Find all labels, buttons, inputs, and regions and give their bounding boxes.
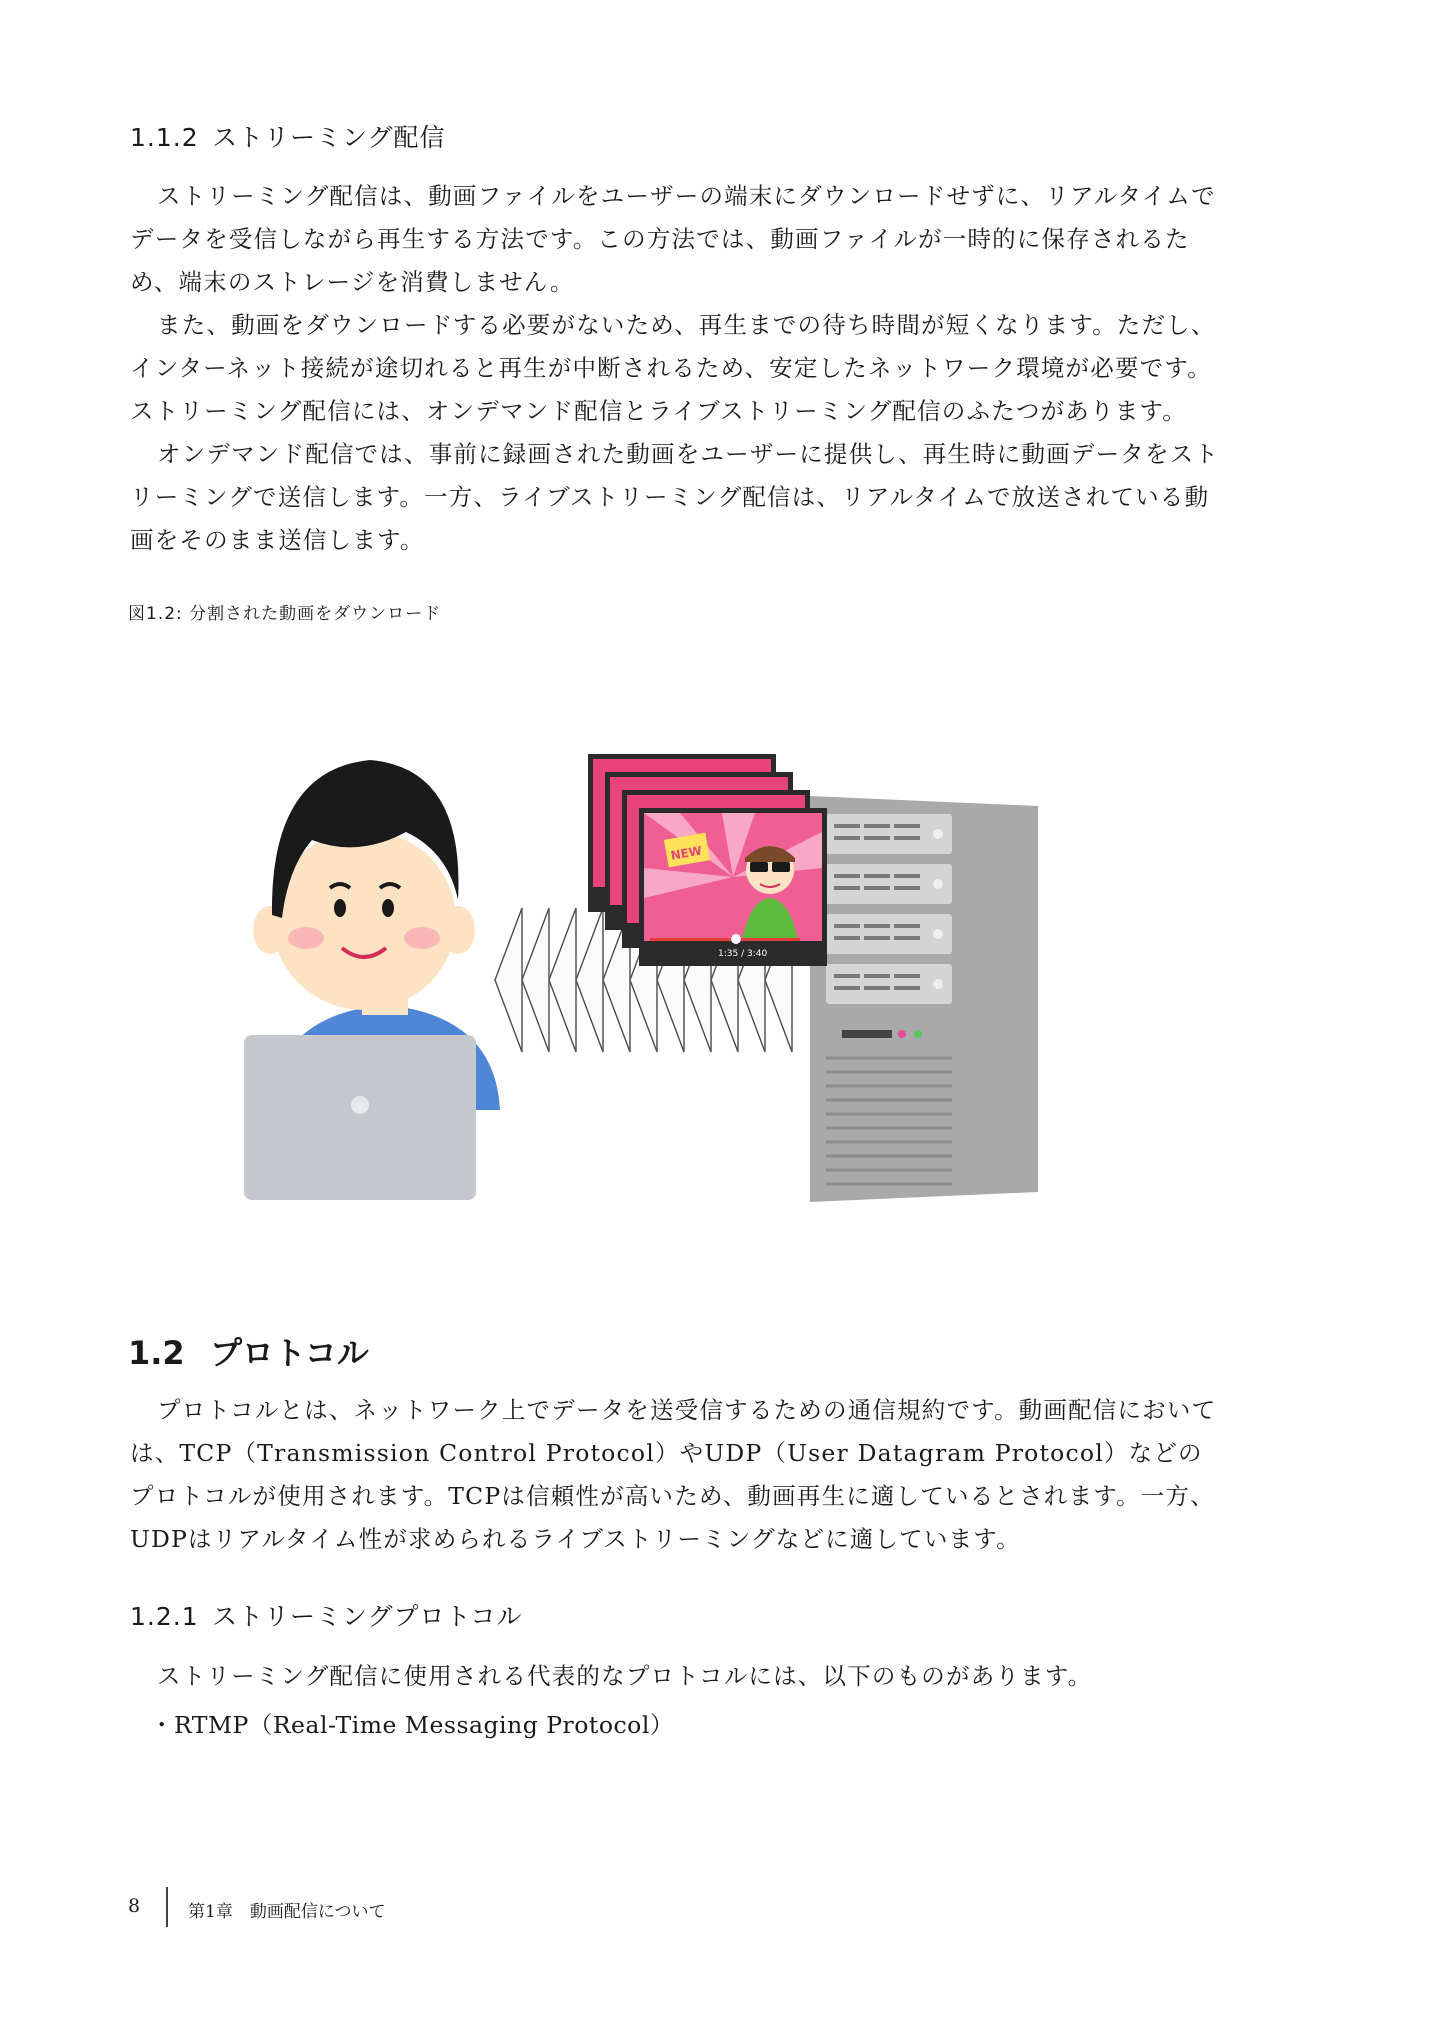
page-number: 8 — [128, 1895, 141, 1917]
paragraph-protocol: プロトコルとは、ネットワーク上でデータを送受信するための通信規約です。動画配信においては、TCP（Transmission Control Protocol）やUDP（User Datagram Protocol）などのプロトコルが使用されます。TCPは信頼性が高いため、動画再生に適しているとされます。一方、UDPはリアルタイム性が求められるライブストリーミングなどに適しています。 — [130, 1396, 1217, 1553]
chapter-title: 第1章 動画配信について — [188, 1902, 386, 1922]
new-badge-text: NEW — [669, 843, 704, 863]
figure-illustration — [230, 740, 1070, 1210]
section-1-2-1-heading — [130, 1597, 523, 1633]
footer-divider — [166, 1887, 168, 1927]
section-1-1-2-heading — [130, 118, 446, 154]
person-illustration — [244, 760, 500, 1200]
section-title: ストリーミングプロトコル — [212, 1602, 523, 1631]
figure-caption: 図1.2: 分割された動画をダウンロード — [128, 604, 442, 624]
list-item-rtmp: ・RTMP（Real-Time Messaging Protocol） — [150, 1711, 674, 1739]
paragraph-streaming-protocol: ストリーミング配信に使用される代表的なプロトコルには、以下のものがあります。 — [157, 1662, 1093, 1690]
section-1-2-heading — [128, 1328, 369, 1374]
paragraph-streaming-3: オンデマンド配信では、事前に録画された動画をユーザーに提供し、再生時に動画データをストリーミングで送信します。一方、ライブストリーミング配信は、リアルタイムで放送されている動画をそのまま送信します。 — [130, 440, 1220, 554]
player-time: 1:35 / 3:40 — [718, 949, 768, 959]
server-illustration — [810, 796, 1038, 1202]
paragraph-streaming-1: ストリーミング配信は、動画ファイルをユーザーの端末にダウンロードせずに、リアルタイムでデータを受信しながら再生する方法です。この方法では、動画ファイルが一時的に保存されるため、端末のストレージを消費しません。 — [130, 182, 1216, 296]
video-frames — [588, 754, 827, 966]
paragraph-streaming-2: また、動画をダウンロードする必要がないため、再生までの待ち時間が短くなります。ただし、インターネット接続が途切れると再生が中断されるため、安定したネットワーク環境が必要です。ストリーミング配信には、オンデマンド配信とライブストリーミング配信のふたつがあります。 — [130, 311, 1216, 425]
section-title: プロトコル — [210, 1334, 369, 1372]
section-number: 1.1.2 — [130, 123, 199, 152]
section-number: 1.2 — [128, 1334, 185, 1372]
section-title: ストリーミング配信 — [212, 123, 446, 152]
section-number: 1.2.1 — [130, 1602, 199, 1631]
